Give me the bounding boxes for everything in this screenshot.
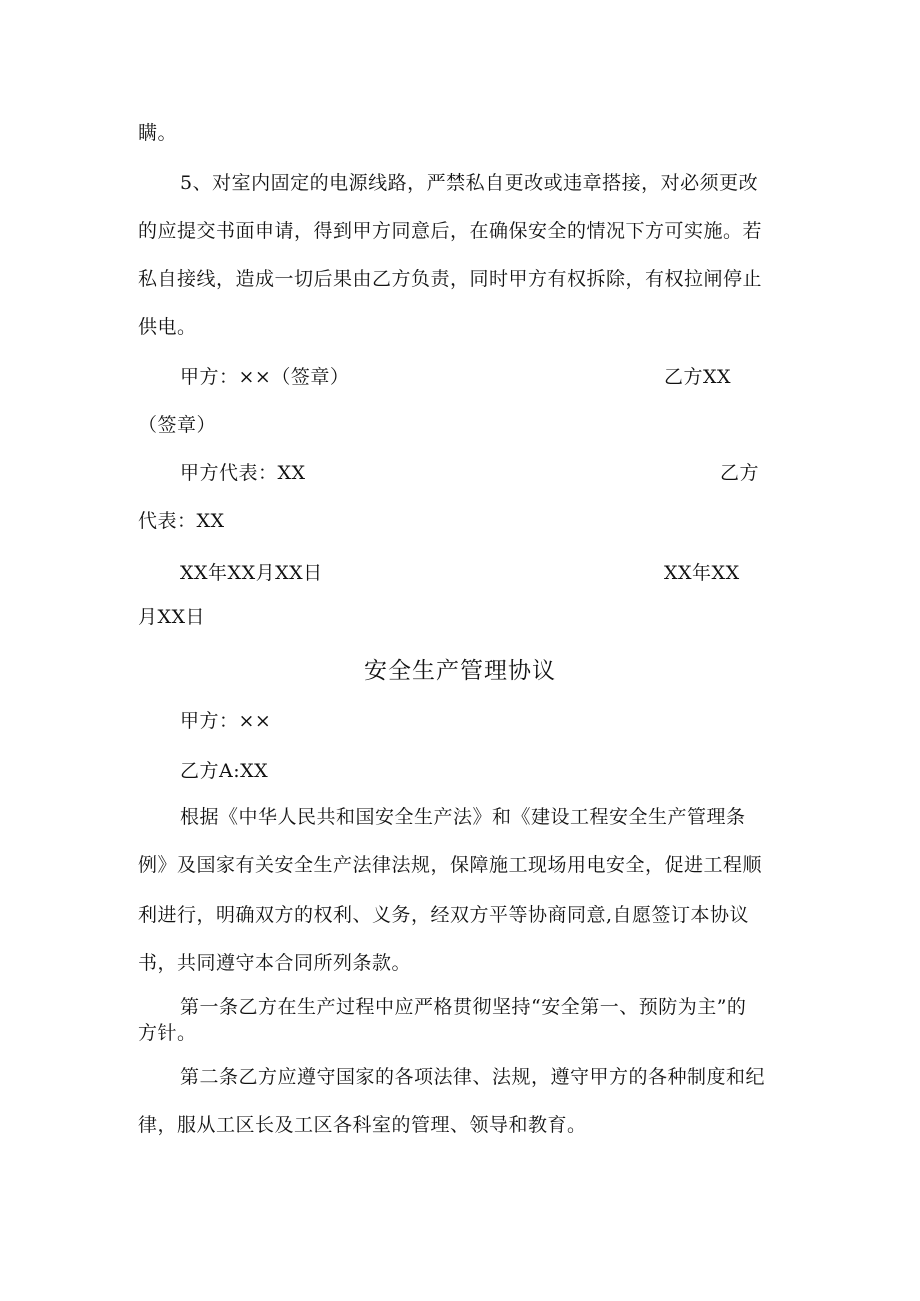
article-1-line: 方针。 [138,1022,197,1044]
party-a-signature-label: 甲方：××（签章） [180,366,350,388]
text-line: 瞒。 [138,122,178,144]
text-line: 私自接线，造成一切后果由乙方负责，同时甲方有权拆除，有权拉闸停止 [138,268,763,290]
party-b-date-cont: 月XX日 [138,606,206,628]
article-2-line: 律，服从工区长及工区各科室的管理、领导和教育。 [138,1114,587,1136]
party-a-line: 甲方：×× [180,710,272,732]
text-line: 的应提交书面申请，得到甲方同意后，在确保安全的情况下方可实施。若 [138,220,763,242]
party-b-signature-label: 乙方XX [664,366,732,388]
party-b-representative-cont: 代表：XX [138,510,225,532]
party-b-signature-label-cont: （签章） [138,414,217,436]
party-b-representative: 乙方 [720,462,760,484]
party-a-representative: 甲方代表：XX [180,462,306,484]
article-2-line: 第二条乙方应遵守国家的各项法律、法规，遵守甲方的各种制度和纪 [180,1066,766,1088]
paragraph-line: 利进行，明确双方的权利、义务，经双方平等协商同意,自愿签订本协议 [138,904,750,926]
party-a-date: XX年XX月XX日 [180,562,323,584]
article-1-line: 第一条乙方在生产过程中应严格贯彻坚持“安全第一、预防为主”的 [180,996,747,1018]
agreement-title: 安全生产管理协议 [364,658,556,684]
text-line: 5、对室内固定的电源线路，严禁私自更改或违章搭接，对必须更改 [180,172,759,194]
party-b-line: 乙方A:XX [180,760,269,782]
text-line: 供电。 [138,316,197,338]
party-b-date: XX年XX [664,562,740,584]
paragraph-line: 根据《中华人民共和国安全生产法》和《建设工程安全生产管理条 [180,806,746,828]
paragraph-line: 书，共同遵守本合同所列条款。 [138,952,412,974]
paragraph-line: 例》及国家有关安全生产法律法规，保障施工现场用电安全，促进工程顺 [138,854,763,876]
